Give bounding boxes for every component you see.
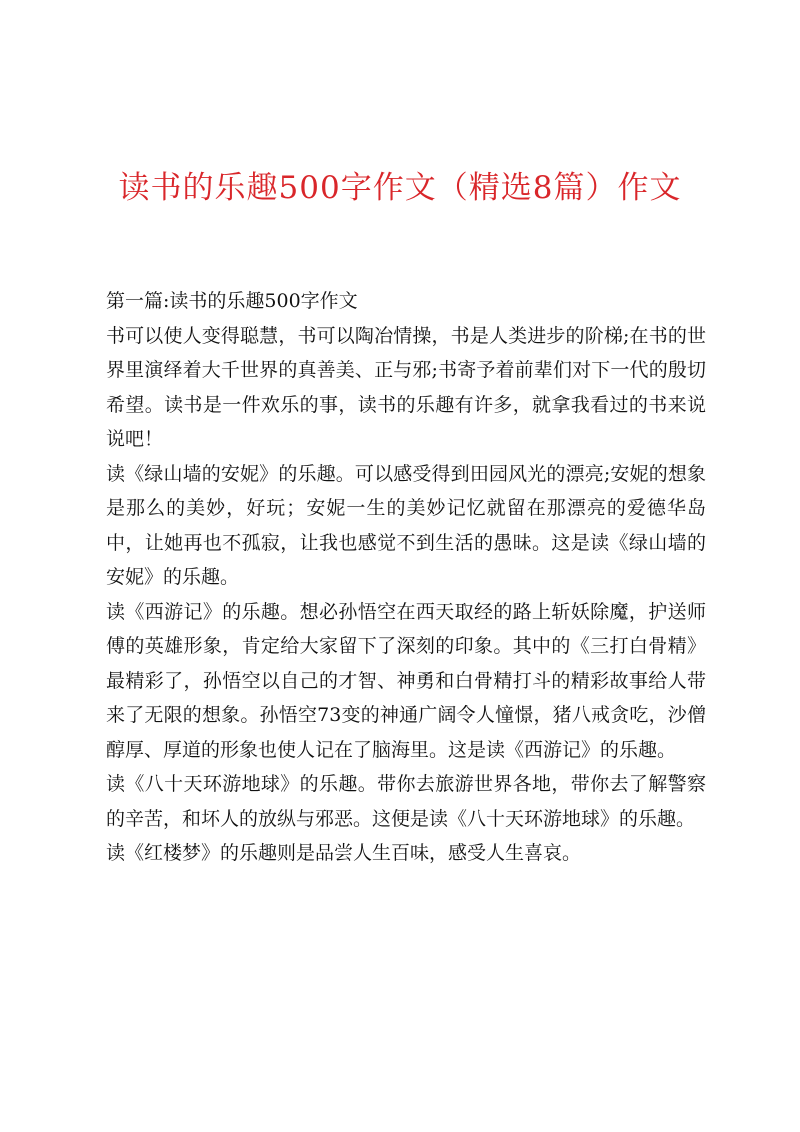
document-title: 读书的乐趣500字作文（精选8篇）作文 bbox=[118, 170, 682, 206]
paragraph-eighty-days: 读《八十天环游地球》的乐趣。带你去旅游世界各地，带你去了解警察的辛苦，和坏人的放纵与邪恶。这便是读《八十天环游地球》的乐趣。 bbox=[106, 773, 706, 830]
paragraph-anne: 读《绿山墙的安妮》的乐趣。可以感受得到田园风光的漂亮;安妮的想象是那么的美妙，好玩；安妮一生的美妙记忆就留在那漂亮的爱德华岛中，让她再也不孤寂，让我也感觉不到生活的愚昧。这是读《绿山墙的安妮》的乐趣。 bbox=[106, 462, 706, 588]
paragraph-red-mansions: 读《红楼梦》的乐趣则是品尝人生百味，感受人生喜哀。 bbox=[106, 842, 582, 864]
document-body bbox=[106, 284, 706, 871]
section-heading: 第一篇:读书的乐趣500字作文 bbox=[106, 290, 358, 312]
paragraph-journey-west: 读《西游记》的乐趣。想必孙悟空在西天取经的路上斩妖除魔，护送师傅的英雄形象，肯定给大家留下了深刻的印象。其中的《三打白骨精》最精彩了，孙悟空以自己的才智、神勇和白骨精打斗的精彩故事给人带来了无限的想象。孙悟空73变的神通广阔令人憧憬，猪八戒贪吃，沙僧醇厚、厚道的形象也使人记在了脑海里。这是读《西游记》的乐趣。 bbox=[106, 600, 706, 761]
paragraph-intro: 书可以使人变得聪慧，书可以陶冶情操，书是人类进步的阶梯;在书的世界里演绎着大千世界的真善美、正与邪;书寄予着前辈们对下一代的殷切希望。读书是一件欢乐的事，读书的乐趣有许多，就拿我看过的书来说说吧！ bbox=[106, 324, 706, 450]
